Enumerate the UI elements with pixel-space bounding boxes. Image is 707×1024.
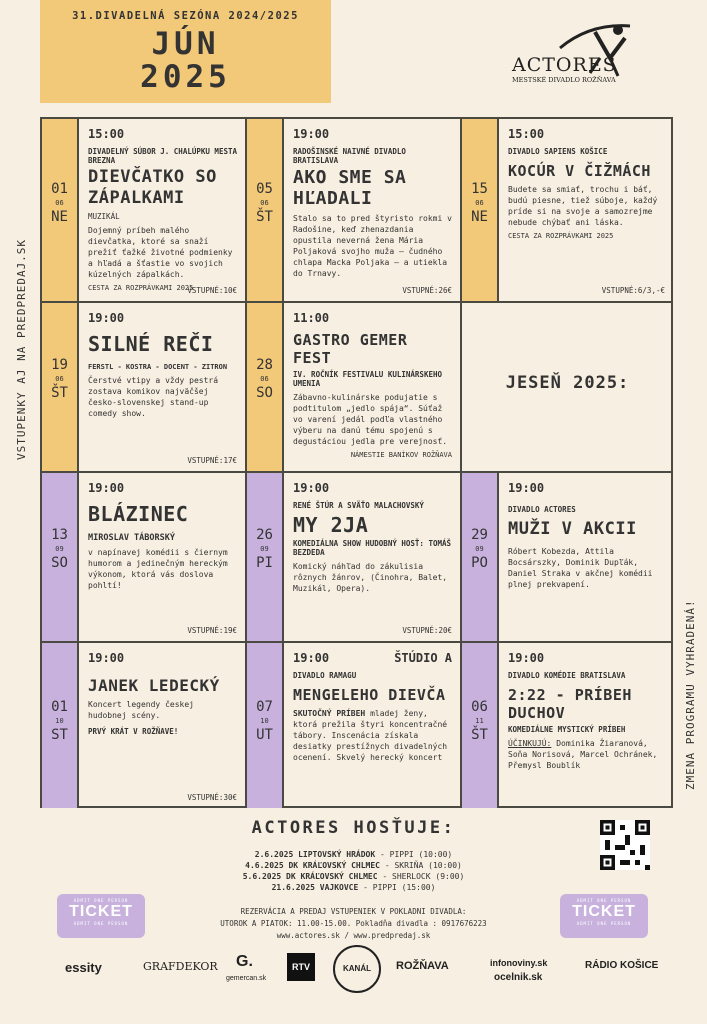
event-time: 19:00 bbox=[88, 481, 125, 495]
tour-date: 2.6.2025 LIPTOVSKÝ HRÁDOK bbox=[254, 850, 376, 859]
tour-show: - PIPPI (10:00) bbox=[380, 850, 453, 859]
event-content bbox=[284, 303, 460, 459]
reservation-heading: REZERVÁCIA A PREDAJ VSTUPENIEK V POKLADNI DIVADLA: bbox=[240, 907, 467, 916]
event-content bbox=[79, 303, 245, 419]
event-card bbox=[42, 473, 247, 643]
event-title: DIEVČATKO SO ZÁPALKAMI bbox=[88, 167, 217, 208]
ticket-small-text: ADMIT ONE PERSON bbox=[73, 921, 129, 926]
tour-show: - SHERLOCK (9:00) bbox=[382, 872, 465, 881]
event-content bbox=[79, 473, 245, 591]
sponsor-logo: infonoviny.sk bbox=[490, 958, 548, 968]
event-time: 19:00 bbox=[293, 127, 330, 141]
event-time: 15:00 bbox=[88, 127, 125, 141]
event-month: 06 bbox=[475, 199, 484, 207]
event-time-row bbox=[293, 651, 452, 665]
side-text-left: VSTUPENKY AJ NA PREDPREDAJ.SK bbox=[15, 238, 28, 460]
season-label: 31.DIVADELNÁ SEZÓNA 2024/2025 bbox=[72, 10, 299, 22]
event-description: Dojemný príbeh malého dievčatka, ktoré sa snaží prežiť ťažké životné podmienky a hľadá a šťastie vo svojich kúzelných zápalkách. bbox=[88, 226, 233, 279]
event-organizer: DIVADLO ACTORES bbox=[508, 505, 576, 514]
event-content bbox=[499, 119, 673, 240]
event-organizer: RENÉ ŠTÚR A SVÄŤO MALACHOVSKÝ bbox=[293, 501, 424, 510]
event-title: GASTRO GEMER FEST bbox=[293, 331, 408, 367]
event-cast: Dominika Žiaranová, Soňa Norisová, Marcel Ochránek, Přemysl Boublík bbox=[508, 739, 658, 770]
sponsor-logo: ROŽŇAVA bbox=[396, 960, 449, 972]
logo-name: ACTORES bbox=[512, 54, 617, 76]
event-price: VSTUPNÉ:6/3,-€ bbox=[601, 286, 665, 295]
event-subtitle: KOMEDIÁLNA SHOW HUDOBNÝ HOSŤ: TOMÁŠ BEZDEDA bbox=[293, 539, 452, 557]
logo-sub: MESTSKÉ DIVADLO ROŽŇAVA bbox=[512, 76, 616, 84]
sponsor-logo: RTV bbox=[287, 953, 315, 981]
date-box bbox=[247, 473, 284, 641]
event-weekday: ŠT bbox=[256, 209, 273, 225]
side-text-right: ZMENA PROGRAMU VYHRADENÁ! bbox=[684, 599, 697, 790]
event-content bbox=[284, 473, 460, 594]
event-venue: NÁMESTIE BANÍKOV ROŽŇAVA bbox=[350, 451, 452, 459]
event-month: 06 bbox=[260, 199, 269, 207]
event-cast-label: ÚČINKUJÚ: bbox=[508, 739, 552, 748]
event-card bbox=[462, 473, 673, 643]
reservation-info bbox=[0, 906, 707, 942]
event-title: MUŽI V AKCII bbox=[508, 519, 637, 539]
event-time: 19:00 bbox=[293, 481, 330, 495]
event-organizer: DIVADLO SAPIENS KOŠICE bbox=[508, 147, 608, 156]
tour-item bbox=[0, 871, 707, 882]
guest-tour-heading: ACTORES HOSŤUJE: bbox=[251, 818, 456, 838]
event-content bbox=[79, 119, 245, 292]
event-day: 06 bbox=[471, 699, 488, 715]
event-weekday: NE bbox=[51, 209, 68, 225]
event-card bbox=[42, 643, 247, 808]
event-description: Koncert legendy českej hudobnej scény. bbox=[88, 700, 194, 720]
event-title: JANEK LEDECKÝ bbox=[88, 676, 220, 695]
sponsor-logo: RÁDIO KOŠICE bbox=[585, 960, 659, 971]
date-box bbox=[247, 643, 284, 808]
event-month: 06 bbox=[55, 199, 64, 207]
event-time: 11:00 bbox=[293, 311, 330, 325]
date-box bbox=[42, 303, 79, 471]
event-time: 19:00 bbox=[508, 651, 545, 665]
event-weekday: UT bbox=[256, 727, 273, 743]
event-day: 13 bbox=[51, 527, 68, 543]
event-title: BLÁZINEC bbox=[88, 502, 189, 526]
event-day: 07 bbox=[256, 699, 273, 715]
event-subtitle: SKUTOČNÝ PRÍBEH bbox=[293, 709, 366, 718]
event-month: 06 bbox=[260, 375, 269, 383]
date-box bbox=[247, 119, 284, 301]
event-title: KOCÚR V ČIŽMÁCH bbox=[508, 162, 651, 180]
event-card bbox=[247, 473, 462, 643]
event-day: 01 bbox=[51, 181, 68, 197]
event-card bbox=[247, 119, 462, 303]
event-highlight: PRVÝ KRÁT V ROŽŇAVE! bbox=[88, 727, 179, 736]
event-card bbox=[42, 119, 247, 303]
event-title: MENGELEHO DIEVČA bbox=[293, 686, 446, 704]
event-day: 26 bbox=[256, 527, 273, 543]
event-day: 01 bbox=[51, 699, 68, 715]
event-time: 19:00 bbox=[293, 651, 330, 665]
event-price: VSTUPNÉ:26€ bbox=[402, 286, 452, 295]
event-content bbox=[499, 643, 673, 771]
event-month: 06 bbox=[55, 375, 64, 383]
event-subtitle: KOMEDIÁLNE MYSTICKÝ PRÍBEH bbox=[508, 725, 626, 734]
autumn-banner: JESEŇ 2025: bbox=[505, 373, 630, 393]
season-banner-cell bbox=[462, 303, 673, 473]
date-box bbox=[462, 119, 499, 301]
event-day: 28 bbox=[256, 357, 273, 373]
event-month: 09 bbox=[260, 545, 269, 553]
event-description: Stalo sa to pred štyristo rokmi v Radošine, keď zhenazdania opustila neverná žena Mária Poljaková svojho muža – čudného chlapa Macka Poljaka – a utiekla do Trnavy. bbox=[293, 214, 452, 278]
event-content bbox=[284, 643, 460, 763]
event-content bbox=[79, 643, 245, 736]
event-time: 15:00 bbox=[508, 127, 545, 141]
event-weekday: ST bbox=[51, 727, 68, 743]
event-description: Komický náhľad do zákulisia rôznych žánrov, (Činohra, Balet, Muzikál, Opera). bbox=[293, 562, 448, 593]
event-cast-block bbox=[508, 738, 665, 771]
ticket-label: TICKET bbox=[69, 903, 133, 920]
event-description: Róbert Kobezda, Attila Bocsárszky, Dominik Dupľák, Daniel Straka v akčnej komédii plnej prekvapení. bbox=[508, 547, 653, 589]
event-note: CESTA ZA ROZPRÁVKAMI 2025 bbox=[88, 284, 194, 292]
event-price: VSTUPNÉ:10€ bbox=[187, 286, 237, 295]
event-card bbox=[462, 119, 673, 303]
sponsor-logo: ocelnik.sk bbox=[494, 972, 543, 983]
event-subtitle: MUZIKÁL bbox=[88, 212, 120, 221]
event-price: VSTUPNÉ:19€ bbox=[187, 626, 237, 635]
program-grid bbox=[40, 117, 673, 808]
month-title: JÚN bbox=[151, 26, 220, 62]
event-description-block bbox=[293, 708, 452, 763]
event-weekday: ŠT bbox=[471, 727, 488, 743]
event-description: Zábavno-kulinárske podujatie s podtitulom „jedlo spája“. Súťaž vo varení jedál podľa vlastného výberu na danú tému spojenú s degustáciou jedla pre verejnosť. bbox=[293, 393, 448, 446]
website-links[interactable]: www.actores.sk / www.predpredaj.sk bbox=[276, 931, 431, 940]
event-weekday: NE bbox=[471, 209, 488, 225]
event-price: VSTUPNÉ:30€ bbox=[187, 793, 237, 802]
event-card bbox=[462, 643, 673, 808]
event-description: mladej ženy, ktorá prežila štyri koncentračné tábory. Inscenácia získala desiatky prestížnych divadelných ocenení. Skvelý herecký koncert bbox=[293, 709, 448, 762]
tour-date: 21.6.2025 VAJKOVCE bbox=[271, 883, 359, 892]
tour-date: 5.6.2025 DK KRÁĽOVSKÝ CHLMEC bbox=[242, 872, 378, 881]
event-title: 2:22 - PRÍBEH DUCHOV bbox=[508, 686, 632, 722]
event-organizer: RADOŠINSKÉ NAIVNÉ DIVADLO BRATISLAVA bbox=[293, 147, 406, 165]
actores-logo bbox=[500, 18, 650, 98]
event-time: 19:00 bbox=[88, 651, 125, 665]
date-box bbox=[462, 643, 499, 808]
date-box bbox=[42, 119, 79, 301]
event-content bbox=[499, 473, 673, 590]
event-month: 11 bbox=[475, 717, 484, 725]
event-time: 19:00 bbox=[508, 481, 545, 495]
event-title: MY 2JA bbox=[293, 513, 369, 537]
tour-show: - PIPPI (15:00) bbox=[363, 883, 436, 892]
event-weekday: SO bbox=[256, 385, 273, 401]
header-banner bbox=[40, 0, 331, 103]
qr-code[interactable] bbox=[600, 820, 650, 870]
event-month: 10 bbox=[55, 717, 64, 725]
event-venue: ŠTÚDIO A bbox=[394, 651, 452, 665]
event-time: 19:00 bbox=[88, 311, 125, 325]
ticket-small-text: ADMIT ONE PERSON bbox=[576, 921, 632, 926]
date-box bbox=[42, 473, 79, 641]
date-box bbox=[247, 303, 284, 471]
ticket-small-text: ADMIT ONE PERSON bbox=[576, 898, 632, 903]
event-note: CESTA ZA ROZPRÁVKAMI 2025 bbox=[508, 232, 614, 240]
event-title: AKO SME SA HĽADALI bbox=[293, 167, 407, 209]
event-organizer: DIVADLO RAMAGU bbox=[293, 671, 357, 680]
event-month: 09 bbox=[475, 545, 484, 553]
tour-item bbox=[0, 882, 707, 893]
event-price: VSTUPNÉ:17€ bbox=[187, 456, 237, 465]
event-price: VSTUPNÉ:20€ bbox=[402, 626, 452, 635]
ticket-label: TICKET bbox=[572, 903, 636, 920]
event-card bbox=[42, 303, 247, 473]
event-day: 05 bbox=[256, 181, 273, 197]
sponsor-logo: G. bbox=[236, 953, 253, 970]
event-weekday: ŠT bbox=[51, 385, 68, 401]
event-card bbox=[247, 643, 462, 808]
event-card bbox=[247, 303, 462, 473]
event-subtitle: FERSTL - KOSTRA - DOCENT - ZITRON bbox=[88, 363, 228, 371]
event-title: SILNÉ REČI bbox=[88, 332, 214, 356]
sponsor-logo: essity bbox=[65, 960, 102, 975]
event-weekday: PO bbox=[471, 555, 488, 571]
sponsor-logo: GRAFDEKOR bbox=[143, 960, 218, 973]
event-subtitle: MIROSLAV TÁBORSKÝ bbox=[88, 533, 175, 543]
tour-date: 4.6.2025 DK KRÁĽOVSKÝ CHLMEC bbox=[245, 861, 380, 870]
event-month: 09 bbox=[55, 545, 64, 553]
event-content bbox=[284, 119, 460, 279]
event-description: Čerstvé vtipy a vždy pestrá zostava komikov najväčšej česko-slovenskej stand-up comedy show. bbox=[88, 376, 219, 418]
year-title: 2025 bbox=[140, 59, 231, 95]
event-weekday: SO bbox=[51, 555, 68, 571]
ticket-small-text: ADMIT ONE PERSON bbox=[73, 898, 129, 903]
event-organizer: DIVADELNÝ SÚBOR J. CHALÚPKU MESTA BREZNA bbox=[88, 147, 238, 165]
event-weekday: PI bbox=[256, 555, 273, 571]
event-subtitle: IV. ROČNÍK FESTIVALU KULINÁRSKEHO UMENIA bbox=[293, 370, 443, 388]
sponsor-logo: KANÁL bbox=[333, 945, 381, 993]
date-box bbox=[462, 473, 499, 641]
box-office-hours: UTOROK A PIATOK: 11.00-15.00. Pokladňa divadla : 0917676223 bbox=[220, 919, 487, 928]
event-description: v napínavej komédii s čiernym humorom a jedinečným hereckým výkonom, ktorá vás doslova pohltí! bbox=[88, 548, 228, 590]
event-description: Budete sa smiať, trochu i báť, budú piesne, tiež súboje, každý príde si na svoje a samozrejme nebude chýbať ani láska. bbox=[508, 185, 658, 227]
sponsor-logo: gemercan.sk bbox=[226, 975, 267, 982]
event-day: 15 bbox=[471, 181, 488, 197]
event-organizer: DIVADLO KOMÉDIE BRATISLAVA bbox=[508, 671, 626, 680]
event-day: 19 bbox=[51, 357, 68, 373]
event-day: 29 bbox=[471, 527, 488, 543]
tour-show: - SKRIŇA (10:00) bbox=[384, 861, 462, 870]
date-box bbox=[42, 643, 79, 808]
event-month: 10 bbox=[260, 717, 269, 725]
